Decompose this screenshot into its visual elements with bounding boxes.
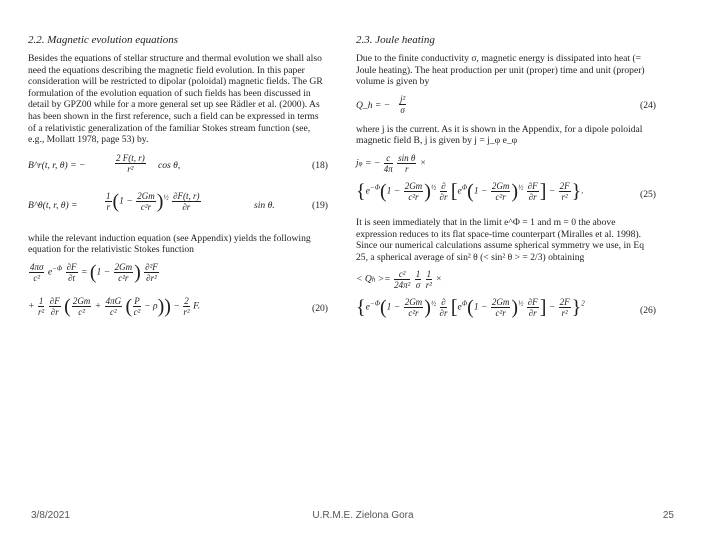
equation-26-line2: {$e^{-\Phi}(1$ − $\frac{2Gm}{\text{c²r}}$ )$^{\frac{1}{2}}$ $\frac{\partial}{\partial r}$ [$e^\Phi(1$ − $\frac{2Gm}{\text{c²r}}$ )$^{\frac{1}{2}}$ $\frac{\partial F}{\partial r}$ ] − $\frac{2F}{\text{r²}}$ }$^2$ (26)	[356, 296, 656, 319]
footer-page-number: 25	[662, 510, 674, 521]
eq19-body: $\frac{1}{r}$ (1 − $\frac{2Gm}{\text{c²r}}$ )$^{\frac{1}{2}}$ $\frac{\partial F(t, r)}{\partial r}$	[106, 190, 200, 213]
paragraph-flat-spacetime: It is seen immediately that in the limit e^Φ = 1 and m = 0 the above expression reduces to its flat space-time counterpart (Miralles et al. 1998). Since our numerical calculations assume spherical symmetry we use, in Eq 25, a spherical average of sin² θ (< sin² θ > = 2/3) obtaining	[356, 216, 644, 263]
eq18-lhs: B^r(t, r, θ) = −	[28, 159, 86, 171]
equation-25-line1: jφ = − $\frac{c}{4\pi}$ $\frac{\text{sin θ}}{r}$ ×	[356, 152, 427, 174]
footer-date: 3/8/2021	[31, 510, 70, 521]
paragraph-intro-left: Besides the equations of stellar structure and thermal evolution we shall also need the equations describing the magnetic field evolution. In this paper consideration will be restricted to dipolar (poloidal) magnetic fields. The GR formulation of the evolution equation of such fields has been discussed in detail by GPZ00 while for a more general set up see Rädler et al. (2000). As has been shown in the first reference, such a field can be expressed in terms of a relativistic generalization of the familiar Stokes stream function (see, e.g., Mollatt 1978, page 53) by.	[28, 53, 323, 146]
eq19-lhs: B^θ(t, r, θ) =	[28, 199, 78, 211]
eq18-denominator: r²	[127, 163, 134, 174]
right-column	[356, 34, 656, 325]
equation-26-line1: < Qh >= $\frac{\text{c²}}{\text{24π²}}$ $\frac{1}{\sigma}$ $\frac{1}{\text{r²}}$ ×	[356, 269, 442, 291]
section-heading-magnetic-evolution: 2.2. Magnetic evolution equations	[28, 34, 178, 46]
eq19-number: (19)	[312, 199, 328, 211]
eq26-number: (26)	[640, 305, 656, 317]
eq24-denominator: σ	[400, 104, 405, 115]
equation-19	[28, 191, 328, 221]
eq20-number: (20)	[312, 302, 328, 314]
paragraph-intro-right: Due to the finite conductivity σ, magnetic energy is dissipated into heat (= Joule heating). The heat production per unit (proper) time and unit (proper) volume is given by	[356, 53, 645, 88]
equation-25-line2: {$e^{-\Phi}(1$ − $\frac{2Gm}{\text{c²r}}$ )$^{\frac{1}{2}}$ $\frac{\partial}{\partial r}$ [$e^\Phi(1$ − $\frac{2Gm}{\text{c²r}}$ )$^{\frac{1}{2}}$ $\frac{\partial F}{\partial r}$ ] − $\frac{2F}{\text{r²}}$ }. (25)	[356, 180, 656, 203]
paragraph-current: where j is the current. As it is shown in the Appendix, for a dipole poloidal magnetic field B, j is given by j = j_φ e_φ	[356, 123, 643, 147]
eq24-fraction	[399, 94, 406, 115]
eq24-number: (24)	[640, 99, 656, 111]
eq18-number: (18)	[312, 159, 328, 171]
left-column	[28, 34, 328, 320]
eq24-numerator: j²	[400, 93, 406, 104]
eq18-numerator: 2 F(t, r)	[116, 152, 145, 163]
equation-20-line1: $\frac{4\pi\sigma}{\text{c²}}$ $e^{-\Phi}$ $\frac{\partial F}{\partial t}$ = (1 − $\frac{2Gm}{\text{c²r}}$ ) $\frac{\text{∂²F}}{\text{∂r²}}$	[30, 261, 158, 284]
eq24-lhs: Q_h = −	[356, 99, 391, 111]
footer-institution: U.R.M.E. Zielona Gora	[312, 510, 414, 521]
equation-24	[356, 94, 656, 118]
paragraph-induction-equation: while the relevant induction equation (see Appendix) yields the following equation for the relativistic Stokes function	[28, 232, 311, 256]
eq25-number: (25)	[640, 188, 656, 200]
eq18-fraction	[115, 153, 146, 174]
equation-18	[28, 153, 328, 179]
equation-20-line2: + $\frac{1}{\text{r²}}$ $\frac{\partial F}{\partial r}$ ( $\frac{2Gm}{\text{c²}}$ + $\frac{4\pi G}{\text{c²}}$ ( $\frac{P}{\text{c²}}$ − ρ)) − $\frac{2}{\text{r²}}$ F. (20)	[28, 295, 328, 318]
eq18-rhs: cos θ,	[158, 159, 181, 171]
section-heading-joule-heating: 2.3. Joule heating	[356, 34, 435, 46]
eq19-rhs: sin θ.	[254, 199, 275, 211]
